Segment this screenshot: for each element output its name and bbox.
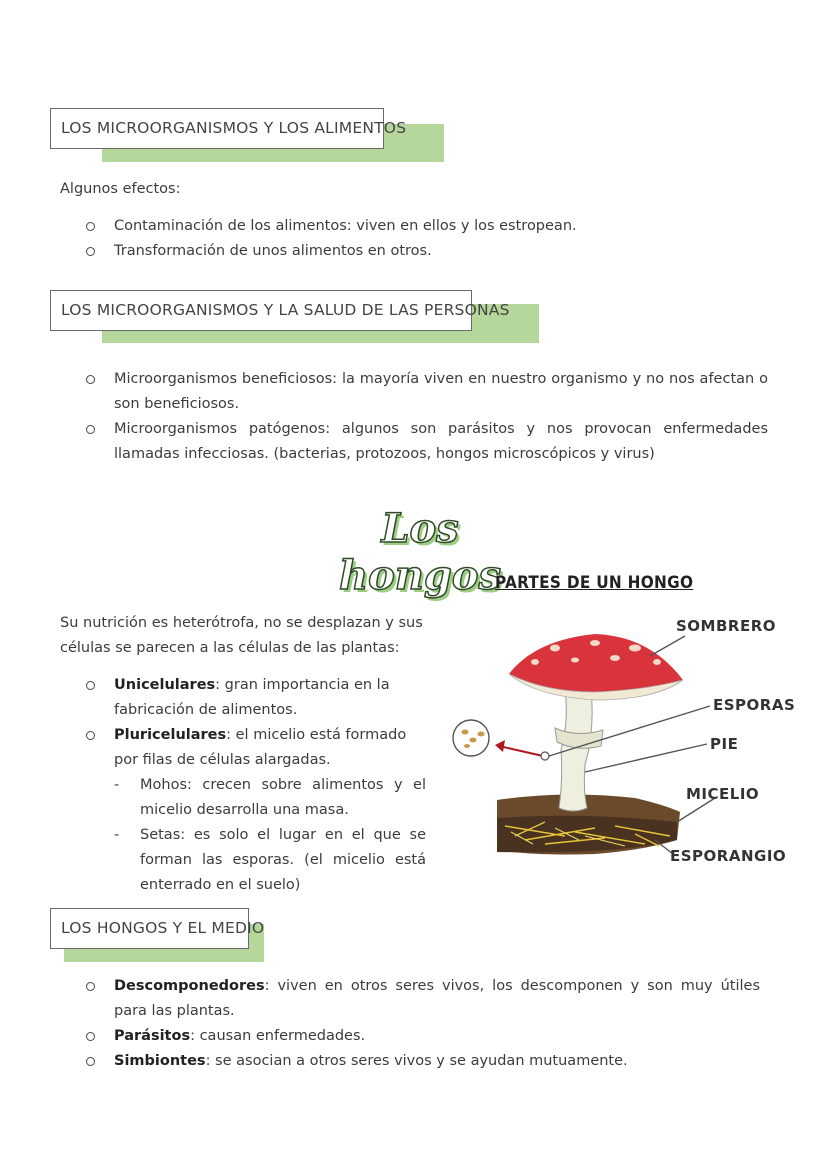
heading-label: LOS MICROORGANISMOS Y LOS ALIMENTOS xyxy=(50,108,384,149)
list-item xyxy=(86,214,776,239)
list-item-text: : causan enfermedades. xyxy=(190,1028,366,1044)
term-unicelulares: Unicelulares xyxy=(114,677,216,693)
bullet-circle-icon xyxy=(86,731,95,740)
bullet-circle-icon xyxy=(86,1057,95,1066)
environment-list xyxy=(86,974,760,1074)
food-list xyxy=(86,214,776,264)
heading-label: LOS MICROORGANISMOS Y LA SALUD DE LAS PERSONAS xyxy=(50,290,472,331)
term: Parásitos xyxy=(114,1028,191,1044)
list-item-text: : viven en otros seres vivos, los descomponen y son muy útiles para las plantas. xyxy=(114,978,760,1019)
soil-illustration xyxy=(497,794,680,854)
list-item xyxy=(86,1049,760,1074)
list-item xyxy=(86,239,776,264)
bullet-circle-icon xyxy=(86,375,95,384)
bullet-circle-icon xyxy=(86,222,95,231)
list-item-text: Contaminación de los alimentos: viven en ellos y los estropean. xyxy=(114,218,577,234)
sub-list-item: - Setas: es solo el lugar en el que se forman las esporas. (el micelio está enterrado en el suelo) xyxy=(114,827,426,893)
list-item-text: : gran importancia en la fabricación de alimentos. xyxy=(114,677,390,718)
sub-list xyxy=(114,773,426,898)
sub-list-item: - Mohos: crecen sobre alimentos y el micelio desarrolla una masa. xyxy=(114,777,426,818)
sub-list-item-text: Setas: es solo el lugar en el que se forman las esporas. (el micelio está enterrado en el suelo) xyxy=(140,827,426,893)
list-item xyxy=(86,417,768,467)
label-esporangio: ESPORANGIO xyxy=(670,847,787,865)
bullet-circle-icon xyxy=(86,1032,95,1041)
health-list xyxy=(86,367,768,467)
heading-label: LOS HONGOS Y EL MEDIO xyxy=(50,908,249,949)
list-item xyxy=(86,1024,760,1049)
diagram-title: PARTES DE UN HONGO xyxy=(495,573,694,593)
label-pie: PIE xyxy=(710,735,739,753)
list-item xyxy=(86,723,426,898)
list-item-text: : el micelio está formado por filas de células alargadas. xyxy=(114,727,407,768)
fungi-list xyxy=(86,673,426,898)
term: Descomponedores xyxy=(114,978,265,994)
list-item-text: Transformación de unos alimentos en otros. xyxy=(114,243,432,259)
spores-detail xyxy=(453,720,549,760)
list-item-text: Microorganismos patógenos: algunos son parásitos y nos provocan enfermedades llamadas infecciosas. (bacterias, protozoos, hongos microscópicos y virus) xyxy=(114,421,768,462)
list-item-text: Microorganismos beneficiosos: la mayoría viven en nuestro organismo y no nos afectan o son beneficiosos. xyxy=(114,371,768,412)
list-item xyxy=(86,974,760,1024)
fungi-intro: Su nutrición es heterótrofa, no se desplazan y sus células se parecen a las células de las plantas: xyxy=(60,615,423,656)
food-intro: Algunos efectos: xyxy=(60,181,181,197)
page-title: Los hongos xyxy=(338,505,501,599)
label-esporas: ESPORAS xyxy=(713,696,796,714)
term-pluricelulares: Pluricelulares xyxy=(114,727,227,743)
bullet-circle-icon xyxy=(86,425,95,434)
bullet-circle-icon xyxy=(86,247,95,256)
term: Simbiontes xyxy=(114,1053,206,1069)
list-item xyxy=(86,673,426,723)
label-sombrero: SOMBRERO xyxy=(676,617,777,635)
list-item xyxy=(86,367,768,417)
label-micelio: MICELIO xyxy=(686,785,760,803)
bullet-circle-icon xyxy=(86,982,95,991)
stem-shape xyxy=(559,689,592,811)
sub-list-item-text: Mohos: crecen sobre alimentos y el micelio desarrolla una masa. xyxy=(140,777,426,818)
bullet-circle-icon xyxy=(86,681,95,690)
list-item-text: : se asocian a otros seres vivos y se ayudan mutuamente. xyxy=(205,1053,628,1069)
